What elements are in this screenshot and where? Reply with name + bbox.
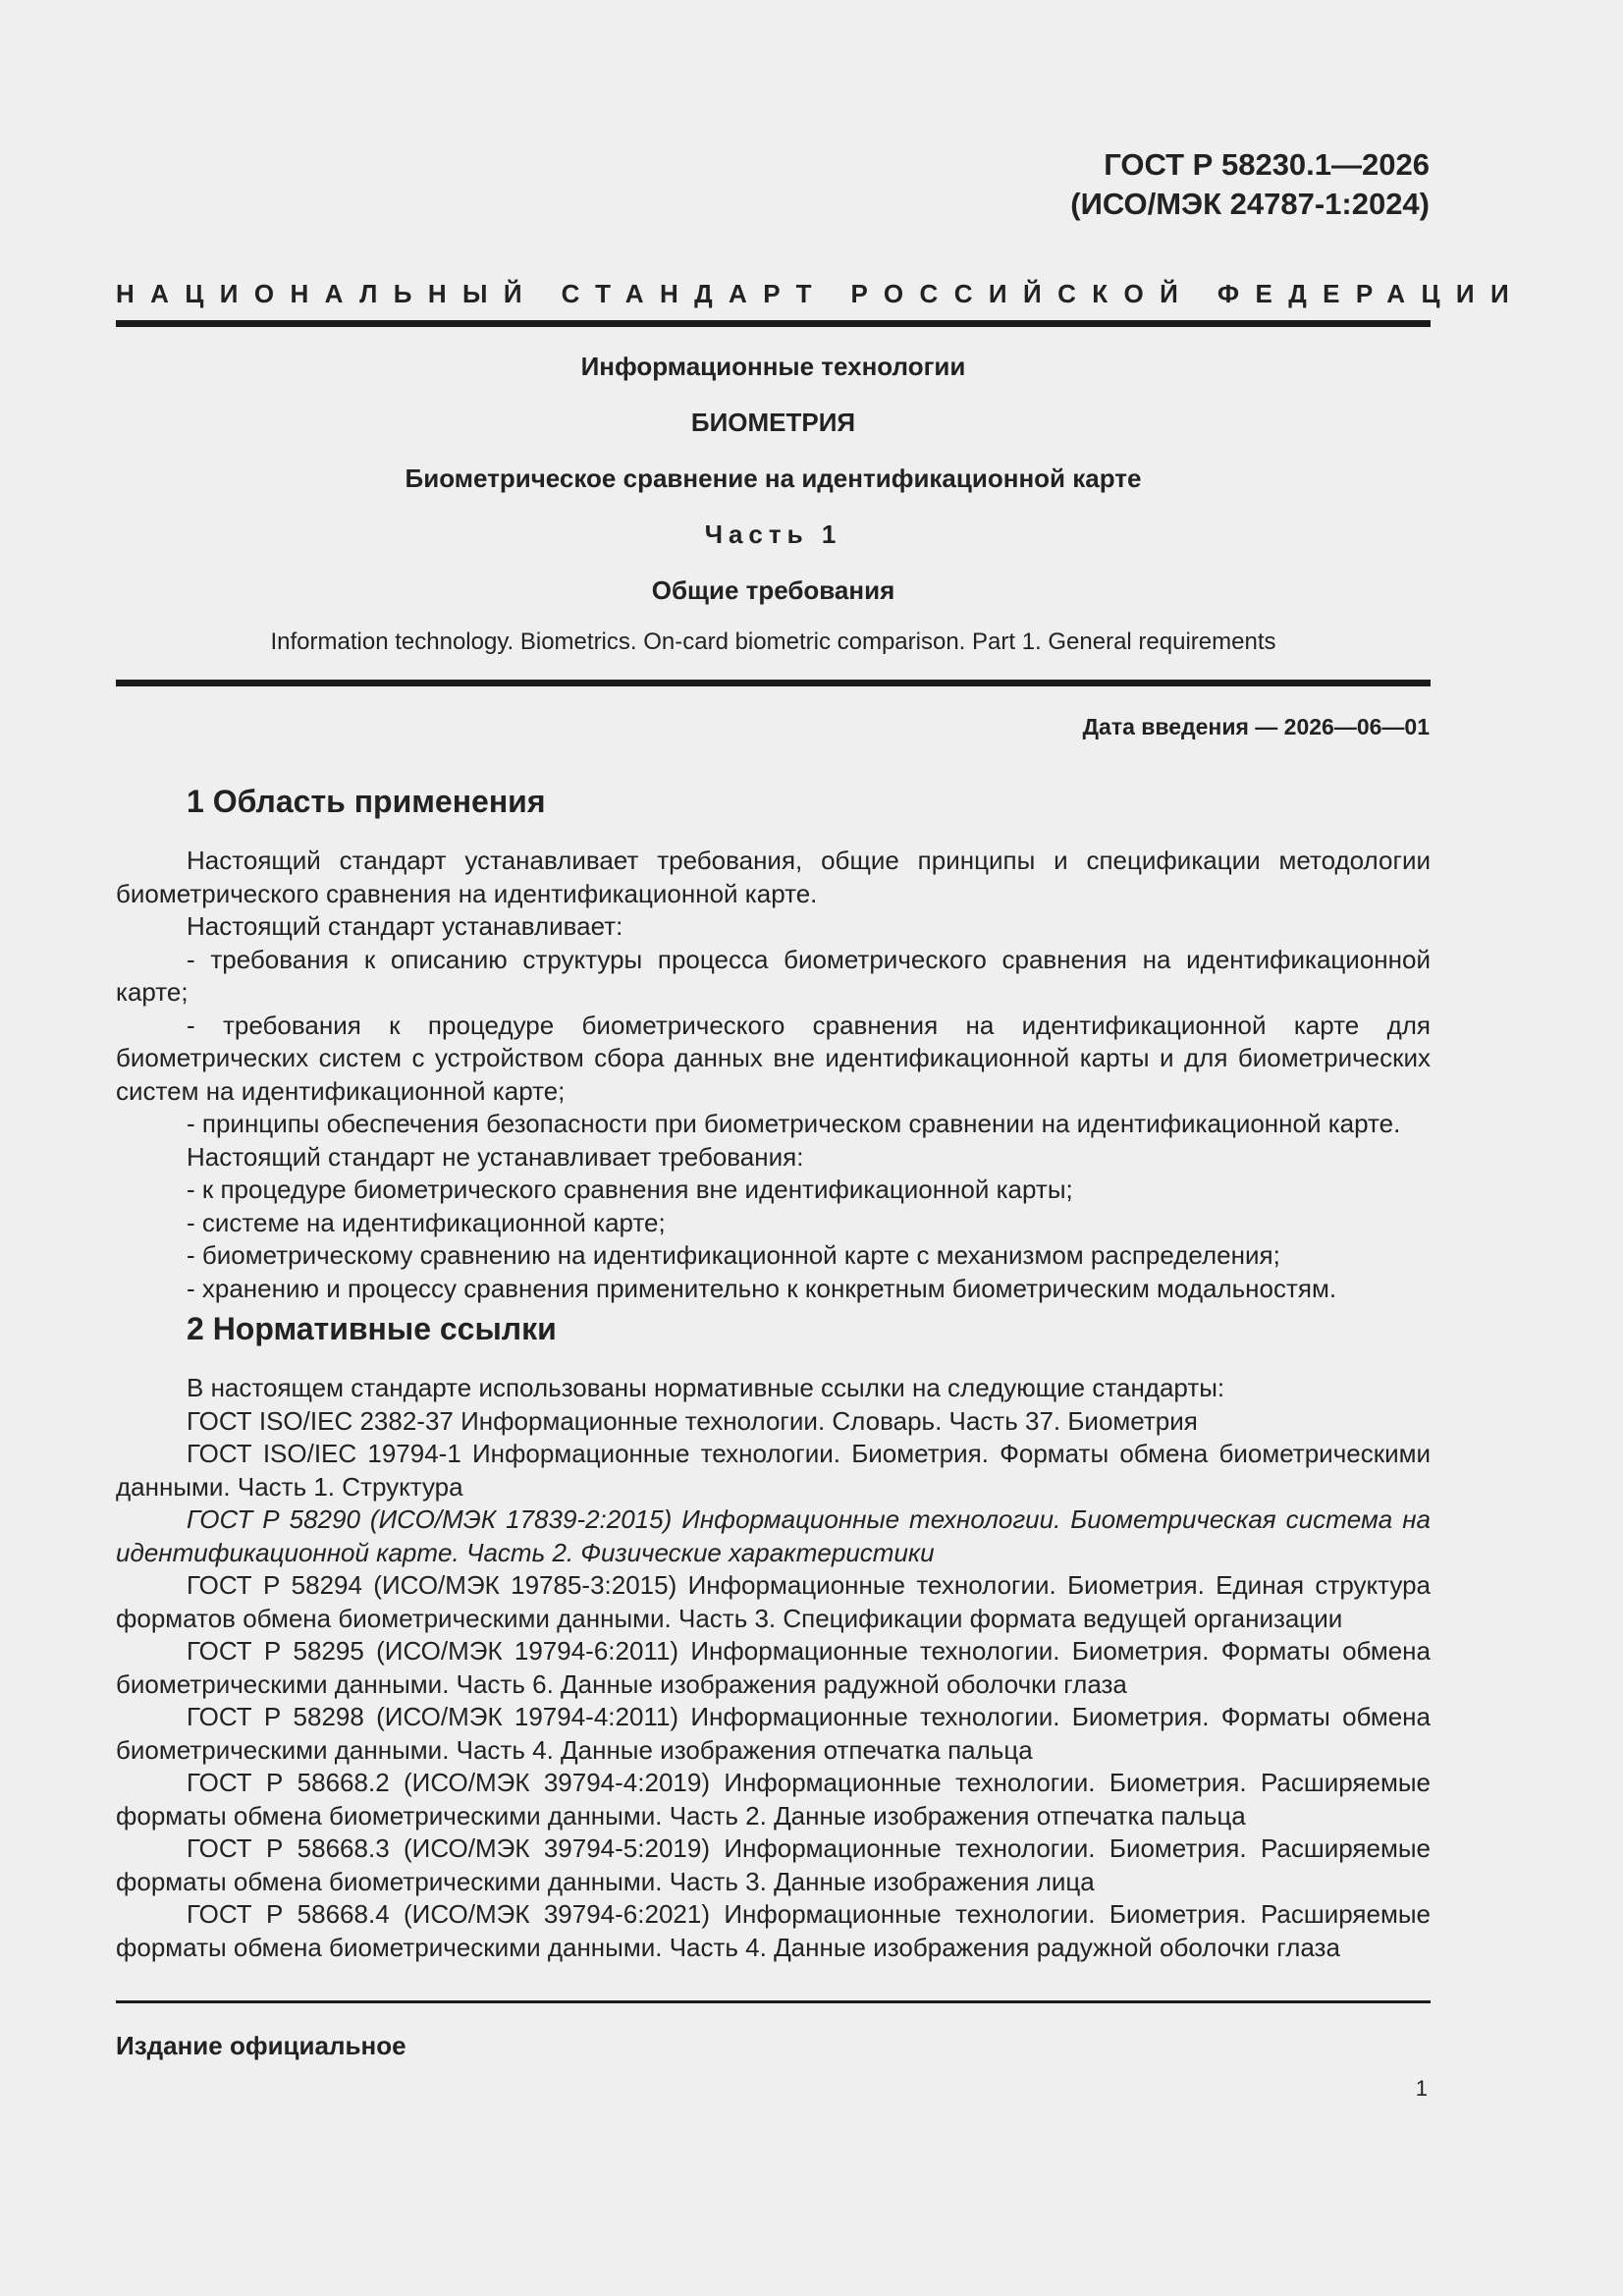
reference-item: ГОСТ ISO/IEC 2382-37 Информационные технологии. Словарь. Часть 37. Биометрия — [187, 1405, 1198, 1436]
reference-item: ГОСТ Р 58668.2 (ИСО/МЭК 39794-4:2019) Информационные технологии. Биометрия. Расширяемые форматы обмена биометрическими данными. Часть 2. Данные изображения отпечатка пальца — [116, 1768, 1431, 1831]
reference-item: ГОСТ Р 58290 (ИСО/МЭК 17839-2:2015) Информационные технологии. Биометрическая система на идентификационной карте. Часть 2. Физические характеристики — [116, 1504, 1431, 1567]
national-standard-banner: НАЦИОНАЛЬНЫЙ СТАНДАРТ РОССИЙСКОЙ ФЕДЕРАЦИИ — [116, 279, 1526, 308]
paragraph: Настоящий стандарт не устанавливает требования: — [187, 1141, 804, 1172]
english-title: Information technology. Biometrics. On-card biometric comparison. Part 1. General requirements — [270, 629, 1276, 655]
top-thick-rule — [116, 320, 1431, 327]
gost-number: ГОСТ Р 58230.1—2026 — [1104, 147, 1430, 182]
footer-rule — [116, 2000, 1431, 2003]
list-item: - требования к процедуре биометрического сравнения на идентификационной карте для биометрических систем с устройством сбора данных вне идентификационной карты и для биометрических систем на идентификационной карте; — [116, 1010, 1431, 1106]
paragraph: Настоящий стандарт устанавливает требования, общие принципы и спецификации методологии биометрического сравнения на идентификационной карте. — [116, 846, 1431, 908]
section-1-heading: 1 Область применения — [187, 784, 546, 819]
paragraph: Настоящий стандарт устанавливает: — [187, 911, 623, 941]
list-item: - системе на идентификационной карте; — [187, 1207, 666, 1237]
title-line-3: Биометрическое сравнение на идентификационной карте — [405, 464, 1142, 493]
paragraph: В настоящем стандарте использованы нормативные ссылки на следующие стандарты: — [187, 1373, 1225, 1402]
reference-item: ГОСТ Р 58668.4 (ИСО/МЭК 39794-6:2021) Информационные технологии. Биометрия. Расширяемые форматы обмена биометрическими данными. Часть 4. Данные изображения радужной оболочки глаза — [116, 1899, 1431, 1962]
section-1-body — [116, 845, 1431, 1305]
list-item: - к процедуре биометрического сравнения вне идентификационной карты; — [187, 1175, 1073, 1204]
list-item: - принципы обеспечения безопасности при биометрическом сравнении на идентификационной карте. — [187, 1109, 1401, 1138]
title-bottom-rule — [116, 680, 1431, 686]
title-line-1: Информационные технологии — [580, 352, 966, 381]
title-line-5: Общие требования — [651, 575, 895, 605]
reference-item: ГОСТ Р 58298 (ИСО/МЭК 19794-4:2011) Информационные технологии. Биометрия. Форматы обмена биометрическими данными. Часть 4. Данные изображения отпечатка пальца — [116, 1702, 1431, 1765]
list-item: - хранению и процессу сравнения применительно к конкретным биометрическим модальностям. — [187, 1273, 1337, 1303]
iso-number: (ИСО/МЭК 24787-1:2024) — [1070, 187, 1430, 221]
page-number: 1 — [1415, 2076, 1428, 2101]
list-item: - биометрическому сравнению на идентификационной карте с механизмом распределения; — [187, 1240, 1280, 1270]
introduction-date: Дата введения — 2026—06—01 — [1082, 714, 1430, 739]
section-2-body — [116, 1372, 1431, 1964]
reference-item: ГОСТ Р 58668.3 (ИСО/МЭК 39794-5:2019) Информационные технологии. Биометрия. Расширяемые форматы обмена биометрическими данными. Часть 3. Данные изображения лица — [116, 1833, 1431, 1896]
reference-item: ГОСТ Р 58295 (ИСО/МЭК 19794-6:2011) Информационные технологии. Биометрия. Форматы обмена биометрическими данными. Часть 6. Данные изображения радужной оболочки глаза — [116, 1636, 1431, 1699]
reference-item: ГОСТ Р 58294 (ИСО/МЭК 19785-3:2015) Информационные технологии. Биометрия. Единая структура форматов обмена биометрическими данными. Часть 3. Спецификации формата ведущей организации — [116, 1570, 1431, 1633]
official-edition: Издание официальное — [116, 2031, 406, 2060]
gost-designation — [1070, 145, 1430, 224]
title-part: Часть 1 — [704, 519, 842, 549]
reference-item: ГОСТ ISO/IEC 19794-1 Информационные технологии. Биометрия. Форматы обмена биометрическими данными. Часть 1. Структура — [116, 1439, 1431, 1502]
section-2-heading: 2 Нормативные ссылки — [187, 1311, 557, 1346]
list-item: - требования к описанию структуры процесса биометрического сравнения на идентификационной карте; — [116, 944, 1431, 1007]
title-line-2: БИОМЕТРИЯ — [690, 408, 856, 437]
